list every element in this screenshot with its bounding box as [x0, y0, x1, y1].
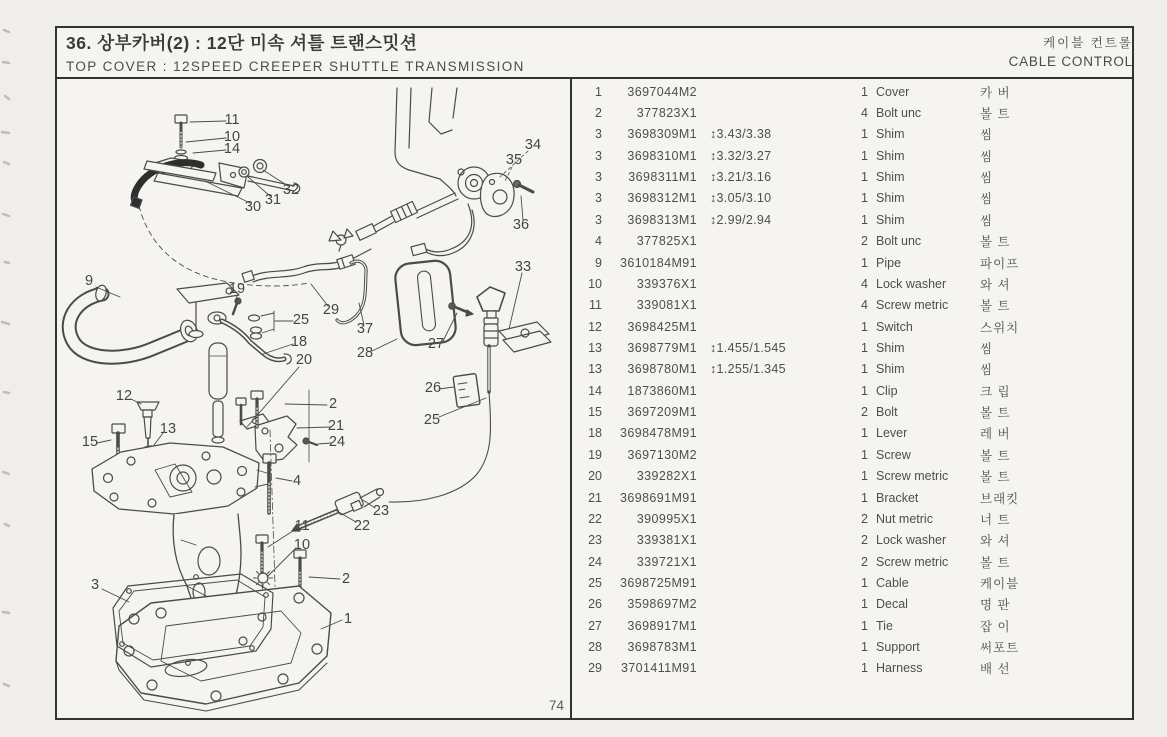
diagram-callout: 11 — [294, 518, 310, 534]
ref-number-cell: 4 — [595, 234, 602, 249]
quantity-cell: 2 — [861, 405, 868, 420]
quantity-cell: 1 — [861, 490, 868, 505]
part-number-cell: 3698783M1 — [627, 640, 697, 655]
spec-cell: ↕1.255/1.345 — [710, 362, 786, 377]
description-korean-cell: 씸 — [980, 341, 994, 356]
diagram-callout: 9 — [84, 273, 94, 289]
part-number-cell: 339721X1 — [636, 554, 697, 569]
part-number-cell: 3698725M91 — [620, 575, 697, 590]
part-number-cell: 390995X1 — [636, 511, 697, 526]
part-number-cell: 3598697M2 — [627, 597, 697, 612]
diagram-callout: 30 — [244, 199, 262, 215]
description-korean-cell: 크 립 — [980, 384, 1011, 399]
quantity-cell: 4 — [861, 298, 868, 313]
table-row — [572, 273, 1132, 294]
description-cell: Cover — [876, 84, 910, 99]
part-number-cell: 3701411M91 — [620, 661, 697, 676]
ref-number-cell: 3 — [595, 148, 602, 163]
ref-number-cell: 21 — [588, 490, 602, 505]
description-korean-cell: 씸 — [980, 363, 994, 378]
diagram-callout: 31 — [264, 192, 282, 208]
table-row — [572, 658, 1132, 679]
subheader-korean: 케이블 컨트롤 — [1043, 36, 1133, 50]
table-row — [572, 102, 1132, 123]
description-cell: Bracket — [876, 490, 919, 505]
ref-number-cell: 13 — [588, 362, 602, 377]
header-divider — [55, 77, 1134, 79]
ref-number-cell: 28 — [588, 640, 602, 655]
diagram-callout: 33 — [514, 259, 532, 275]
diagram-callout: 3 — [90, 577, 100, 593]
part-number-cell: 3698425M1 — [627, 319, 697, 334]
description-cell: Shim — [876, 170, 905, 185]
diagram-callout: 10 — [223, 129, 241, 145]
part-number-cell: 3698779M1 — [627, 340, 697, 355]
quantity-cell: 1 — [861, 148, 868, 163]
diagram-callout: 29 — [322, 302, 340, 318]
part-number-cell: 3698691M91 — [620, 490, 697, 505]
page-title-english: TOP COVER : 12SPEED CREEPER SHUTTLE TRANSMISSION — [66, 59, 525, 74]
table-row — [572, 465, 1132, 486]
table-row — [572, 231, 1132, 252]
part-number-cell: 1873860M1 — [627, 383, 697, 398]
description-cell: Switch — [876, 319, 913, 334]
table-row — [572, 295, 1132, 316]
ref-number-cell: 24 — [588, 554, 602, 569]
description-cell: Lever — [876, 426, 908, 441]
quantity-cell: 1 — [861, 575, 868, 590]
part-number-cell: 3698310M1 — [627, 148, 697, 163]
quantity-cell: 1 — [861, 597, 868, 612]
table-row — [572, 508, 1132, 529]
table-row — [572, 359, 1132, 380]
spec-cell: ↕3.05/3.10 — [710, 191, 772, 206]
scan-artifacts — [2, 30, 9, 686]
ref-number-cell: 3 — [595, 127, 602, 142]
description-cell: Harness — [876, 661, 923, 676]
table-row — [572, 401, 1132, 422]
description-korean-cell: 케이블 — [980, 576, 1020, 591]
ref-number-cell: 29 — [588, 661, 602, 676]
description-cell: Tie — [876, 618, 893, 633]
ref-number-cell: 2 — [595, 106, 602, 121]
ref-number-cell: 22 — [588, 511, 602, 526]
diagram-callout: 21 — [327, 418, 345, 434]
table-row — [572, 487, 1132, 508]
diagram-callout: 2 — [328, 396, 338, 412]
spec-cell: ↕3.43/3.38 — [710, 127, 772, 142]
description-korean-cell: 스위치 — [980, 320, 1020, 335]
table-row — [572, 145, 1132, 166]
table-row — [572, 615, 1132, 636]
description-korean-cell: 씸 — [980, 149, 994, 164]
quantity-cell: 1 — [861, 362, 868, 377]
description-cell: Shim — [876, 340, 905, 355]
description-korean-cell: 볼 트 — [980, 555, 1011, 570]
quantity-cell: 2 — [861, 234, 868, 249]
description-cell: Clip — [876, 383, 898, 398]
diagram-callout: 32 — [282, 182, 300, 198]
parts-table — [572, 81, 1132, 679]
diagram-callout: 28 — [356, 345, 374, 361]
description-korean-cell: 명 판 — [980, 598, 1011, 613]
description-cell: Screw — [876, 447, 911, 462]
diagram-callout: 25 — [292, 312, 310, 328]
table-row — [572, 594, 1132, 615]
part-number-cell: 3697044M2 — [627, 84, 697, 99]
description-cell: Bolt unc — [876, 234, 922, 249]
quantity-cell: 1 — [861, 383, 868, 398]
diagram-callout: 37 — [356, 321, 374, 337]
part-number-cell: 3698780M1 — [627, 362, 697, 377]
diagram-callout: 15 — [81, 434, 99, 450]
diagram-callout: 25 — [423, 412, 441, 428]
description-korean-cell: 와 셔 — [980, 277, 1011, 292]
diagram-callout: 19 — [228, 281, 246, 297]
description-cell: Support — [876, 640, 920, 655]
quantity-cell: 1 — [861, 340, 868, 355]
description-cell: Lock washer — [876, 533, 947, 548]
quantity-cell: 4 — [861, 276, 868, 291]
quantity-cell: 1 — [861, 661, 868, 676]
description-korean-cell: 볼 트 — [980, 299, 1011, 314]
part-number-cell: 377823X1 — [636, 106, 697, 121]
ref-number-cell: 10 — [588, 276, 602, 291]
description-korean-cell: 너 트 — [980, 512, 1011, 527]
ref-number-cell: 3 — [595, 212, 602, 227]
description-cell: Shim — [876, 362, 905, 377]
spec-cell: ↕3.21/3.16 — [710, 170, 772, 185]
spec-cell: ↕2.99/2.94 — [710, 212, 772, 227]
description-cell: Screw metric — [876, 298, 949, 313]
description-cell: Bolt unc — [876, 106, 922, 121]
description-korean-cell: 와 셔 — [980, 534, 1011, 549]
diagram-callout: 2 — [341, 571, 351, 587]
diagram-callout: 20 — [295, 352, 313, 368]
table-row — [572, 124, 1132, 145]
table-row — [572, 530, 1132, 551]
quantity-cell: 1 — [861, 212, 868, 227]
page-header — [66, 30, 525, 74]
ref-number-cell: 14 — [588, 383, 602, 398]
quantity-cell: 1 — [861, 191, 868, 206]
description-cell: Screw metric — [876, 554, 949, 569]
ref-number-cell: 25 — [588, 575, 602, 590]
part-number-cell: 3698309M1 — [627, 127, 697, 142]
quantity-cell: 2 — [861, 533, 868, 548]
diagram-callout: 22 — [353, 518, 371, 534]
description-korean-cell: 볼 트 — [980, 406, 1011, 421]
part-number-cell: 3610184M91 — [620, 255, 697, 270]
part-number-cell: 339081X1 — [636, 298, 697, 313]
ref-number-cell: 11 — [589, 298, 602, 313]
description-korean-cell: 볼 트 — [980, 448, 1011, 463]
table-row — [572, 316, 1132, 337]
ref-number-cell: 9 — [595, 255, 602, 270]
description-korean-cell: 잡 이 — [980, 619, 1011, 634]
description-cell: Nut metric — [876, 511, 933, 526]
quantity-cell: 4 — [861, 106, 868, 121]
diagram-callout: 24 — [328, 434, 346, 450]
table-row — [572, 423, 1132, 444]
quantity-cell: 1 — [861, 426, 868, 441]
ref-number-cell: 19 — [588, 447, 602, 462]
diagram-callout: 34 — [524, 137, 542, 153]
ref-number-cell: 18 — [588, 426, 602, 441]
subheader-english: CABLE CONTROL — [1008, 54, 1133, 69]
quantity-cell: 1 — [861, 447, 868, 462]
page-subheader — [1009, 33, 1133, 69]
description-korean-cell: 배 선 — [980, 662, 1011, 677]
diagram-callout: 11 — [224, 112, 240, 128]
description-cell: Shim — [876, 127, 905, 142]
quantity-cell: 1 — [861, 640, 868, 655]
description-korean-cell: 볼 트 — [980, 235, 1011, 250]
spec-cell: ↕1.455/1.545 — [710, 340, 786, 355]
diagram-callout: 27 — [427, 336, 445, 352]
description-cell: Decal — [876, 597, 908, 612]
part-number-cell: 339381X1 — [636, 533, 697, 548]
ref-number-cell: 13 — [588, 340, 602, 355]
ref-number-cell: 26 — [588, 597, 602, 612]
description-korean-cell: 씸 — [980, 128, 994, 143]
quantity-cell: 1 — [861, 255, 868, 270]
ref-number-cell: 3 — [595, 170, 602, 185]
diagram-callout: 36 — [512, 217, 530, 233]
diagram-callout: 10 — [293, 537, 311, 553]
diagram-callout: 13 — [159, 421, 177, 437]
ref-number-cell: 15 — [588, 405, 602, 420]
table-row — [572, 252, 1132, 273]
diagram-callout: 1 — [343, 611, 353, 627]
description-korean-cell: 씸 — [980, 171, 994, 186]
description-korean-cell: 카 버 — [980, 85, 1011, 100]
quantity-cell: 1 — [861, 84, 868, 99]
quantity-cell: 1 — [861, 618, 868, 633]
description-korean-cell: 레 버 — [980, 427, 1011, 442]
quantity-cell: 2 — [861, 554, 868, 569]
table-row — [572, 209, 1132, 230]
table-row — [572, 337, 1132, 358]
description-cell: Pipe — [876, 255, 902, 270]
table-row — [572, 572, 1132, 593]
diagram-callout: 23 — [372, 503, 390, 519]
diagram-callout: 4 — [292, 473, 302, 489]
table-row — [572, 636, 1132, 657]
description-cell: Bolt — [876, 405, 898, 420]
part-number-cell: 3698917M1 — [627, 618, 697, 633]
part-number-cell: 3697209M1 — [627, 405, 697, 420]
ref-number-cell: 3 — [595, 191, 602, 206]
description-korean-cell: 볼 트 — [980, 107, 1011, 122]
part-number-cell: 3698311M1 — [628, 170, 697, 185]
description-korean-cell: 씸 — [980, 192, 994, 207]
spec-cell: ↕3.32/3.27 — [710, 148, 772, 163]
diagram-callout: 26 — [424, 380, 442, 396]
diagram-callout: 12 — [115, 388, 133, 404]
table-row — [572, 188, 1132, 209]
part-number-cell: 3698312M1 — [627, 191, 697, 206]
table-row — [572, 444, 1132, 465]
page-number: 74 — [548, 698, 564, 713]
description-cell: Cable — [876, 575, 909, 590]
part-number-cell: 339376X1 — [636, 276, 697, 291]
quantity-cell: 1 — [861, 319, 868, 334]
ref-number-cell: 20 — [588, 469, 602, 484]
description-korean-cell: 파이프 — [980, 256, 1020, 271]
quantity-cell: 1 — [861, 170, 868, 185]
diagram-callout: 18 — [290, 334, 308, 350]
description-korean-cell: 볼 트 — [980, 470, 1011, 485]
table-row — [572, 551, 1132, 572]
diagram-callout: 14 — [223, 141, 241, 157]
ref-number-cell: 27 — [588, 618, 602, 633]
part-number-cell: 3698478M91 — [620, 426, 697, 441]
ref-number-cell: 1 — [595, 84, 602, 99]
description-korean-cell: 씸 — [980, 213, 994, 228]
quantity-cell: 2 — [861, 511, 868, 526]
part-number-cell: 339282X1 — [636, 469, 697, 484]
diagram-callout: 35 — [505, 152, 523, 168]
description-korean-cell: 브래킷 — [980, 491, 1020, 506]
table-row — [572, 81, 1132, 102]
description-cell: Lock washer — [876, 276, 947, 291]
description-korean-cell: 써포트 — [980, 641, 1020, 656]
description-cell: Screw metric — [876, 469, 949, 484]
page-title-korean: 36. 상부카버(2) : 12단 미속 셔틀 트랜스밋션 — [66, 33, 418, 53]
table-row — [572, 166, 1132, 187]
quantity-cell: 1 — [861, 127, 868, 142]
ref-number-cell: 12 — [588, 319, 602, 334]
description-cell: Shim — [876, 191, 905, 206]
part-number-cell: 3698313M1 — [627, 212, 697, 227]
description-cell: Shim — [876, 212, 905, 227]
description-cell: Shim — [876, 148, 905, 163]
part-number-cell: 3697130M2 — [627, 447, 697, 462]
part-number-cell: 377825X1 — [636, 234, 697, 249]
quantity-cell: 1 — [861, 469, 868, 484]
ref-number-cell: 23 — [588, 533, 602, 548]
table-row — [572, 380, 1132, 401]
